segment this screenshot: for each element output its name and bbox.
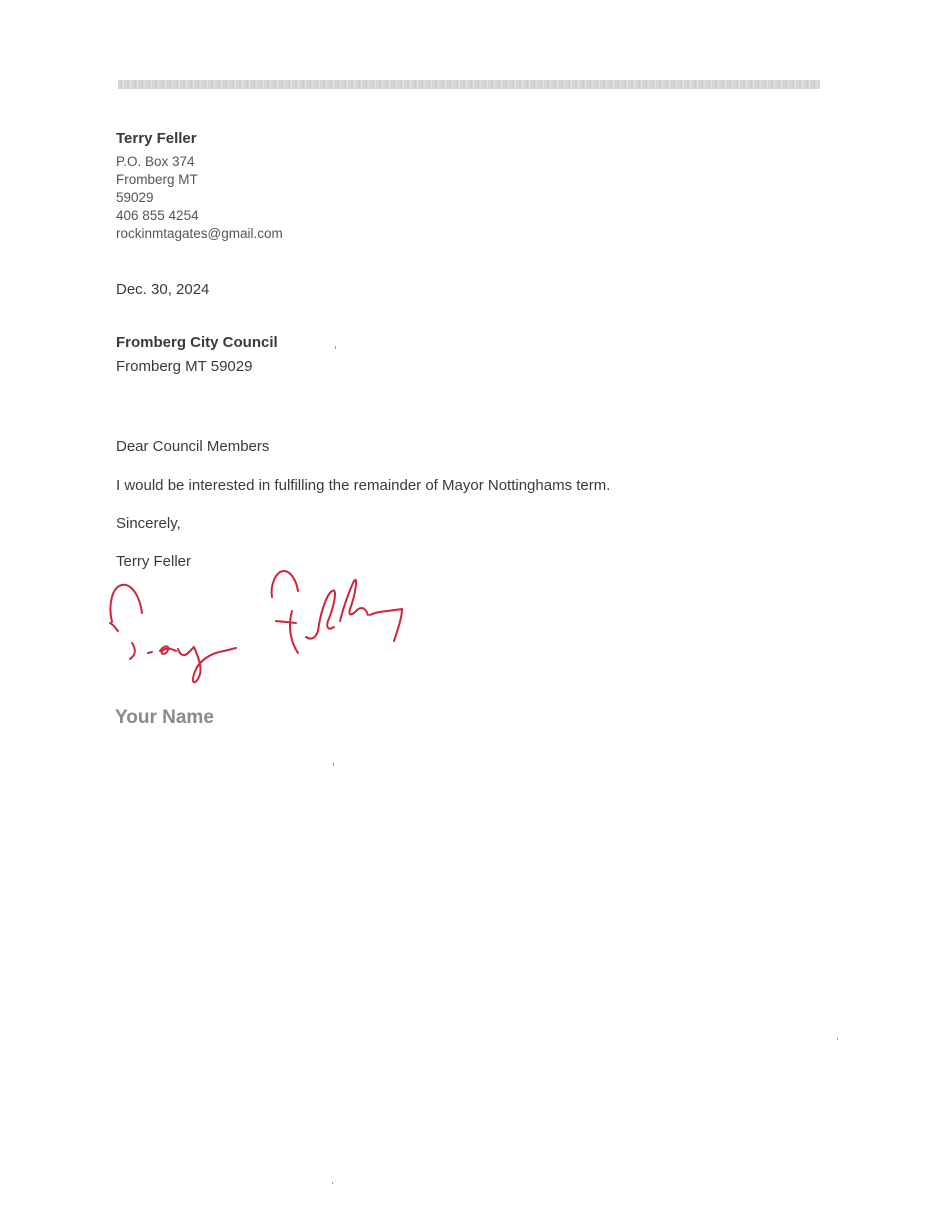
placeholder-name: Your Name bbox=[115, 707, 214, 728]
sender-block bbox=[116, 130, 283, 243]
recipient-address: Fromberg MT 59029 bbox=[116, 358, 253, 375]
scan-header-bar bbox=[118, 80, 820, 89]
sender-phone: 406 855 4254 bbox=[116, 208, 199, 223]
signature-stroke bbox=[178, 647, 236, 682]
signature-stroke bbox=[290, 611, 298, 653]
signature-stroke bbox=[340, 580, 368, 621]
signature-stroke bbox=[160, 646, 176, 654]
signature-stroke bbox=[110, 623, 118, 631]
signature-stroke bbox=[276, 621, 296, 623]
sender-address-line: P.O. Box 374 bbox=[116, 154, 195, 169]
scan-speck bbox=[335, 346, 336, 349]
recipient-block bbox=[116, 334, 278, 376]
handwritten-signature bbox=[100, 565, 450, 690]
closing: Sincerely, bbox=[116, 515, 181, 532]
signature-stroke bbox=[306, 631, 318, 639]
letter-date: Dec. 30, 2024 bbox=[116, 281, 210, 298]
salutation: Dear Council Members bbox=[116, 438, 270, 455]
signature-stroke bbox=[370, 609, 402, 641]
recipient-name: Fromberg City Council bbox=[116, 334, 278, 351]
signature-stroke bbox=[272, 571, 298, 597]
sender-email: rockinmtagates@gmail.com bbox=[116, 226, 283, 241]
scan-speck bbox=[837, 1038, 838, 1040]
signature-stroke bbox=[318, 590, 335, 631]
sender-city-state: Fromberg MT bbox=[116, 172, 198, 187]
typed-signer-name: Terry Feller bbox=[116, 553, 192, 570]
letter-body: I would be interested in fulfilling the remainder of Mayor Nottinghams term. bbox=[116, 477, 611, 494]
signature-stroke bbox=[110, 585, 142, 622]
signature-stroke bbox=[130, 643, 135, 659]
sender-zip: 59029 bbox=[116, 190, 154, 205]
scan-speck bbox=[332, 1182, 333, 1184]
sender-name: Terry Feller bbox=[116, 130, 197, 147]
scan-speck bbox=[333, 763, 334, 766]
signature-stroke bbox=[148, 652, 152, 653]
